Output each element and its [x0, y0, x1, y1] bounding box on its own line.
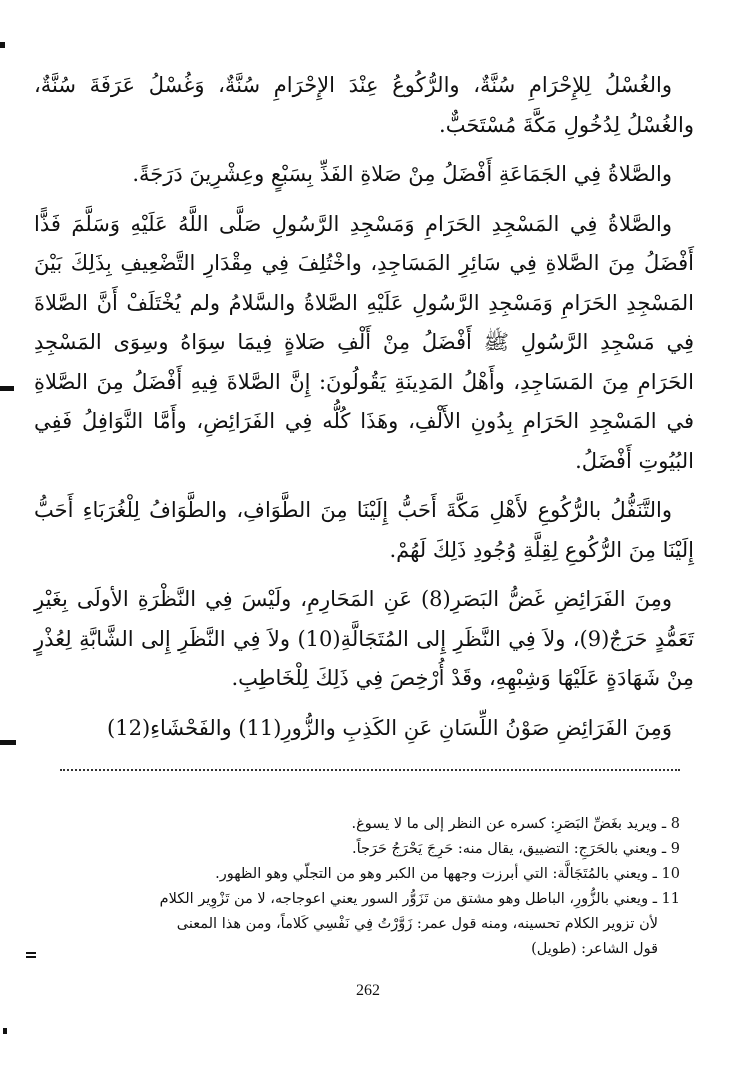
footnote-11-continuation: لأن تزوير الكلام تحسينه، ومنه قول عمر: زَوَّرْتُ فِي نَفْسِي كَلاماً، ومن هذا المعنى — [176, 916, 658, 932]
scan-edge-mark — [0, 740, 16, 745]
paragraph-ghadd-basar: ومِنَ الفَرَائِضِ غَضُّ البَصَرِ(8) عَنِ المَحَارِمِ، ولَيْسَ فِي النَّظْرَةِ الأولَى بِغَيْرِ تَعَمُّدٍ حَرَجٌ(9)، ولاَ فِي النَّظَرِ إِلى المُتَجَالَّةِ(10) ولاَ فِي النَّظَرِ إِلى الشَّابَّةِ لِعُذْرٍ مِنْ شَهَادَةٍ عَلَيْهَا وَشِبْهِهِ، وقَدْ أُرْخِصَ فِي ذَلِكَ لِلْخَاطِبِ. — [34, 587, 694, 690]
page-number: 262 — [356, 982, 380, 999]
footnote-11-continuation-2: قول الشاعر: (طويل) — [531, 941, 658, 957]
footnote-8: 8 ـ ويريد بغَضِّ البَصَرِ: كسره عن النظر إلى ما لا يسوغ. — [351, 816, 680, 832]
scan-edge-mark — [0, 42, 5, 48]
paragraph-masjid: والصَّلاةُ فِي المَسْجِدِ الحَرَامِ وَمَسْجِدِ الرَّسُولِ صَلَّى اللَّهُ عَلَيْهِ وَسَلَّمَ فَذًّا أَفْضَلُ مِنَ الصَّلاةِ فِي سَائِرِ المَسَاجِدِ، واخْتُلِفَ فِي مِقْدَارِ التَّضْعِيفِ بِذَلِكَ بَيْنَ المَسْجِدِ الحَرَامِ وَمَسْجِدِ الرَّسُولِ عَلَيْهِ الصَّلاةُ والسَّلامُ ولم يُخْتَلَفْ أَنَّ الصَّلاةَ فِي مَسْجِدِ الرَّسُولِ ﷺ أَفْضَلُ مِنْ أَلْفِ صَلاةٍ فِيمَا سِوَاهُ وسِوَى المَسْجِدِ الحَرَامِ مِنَ المَسَاجِدِ، وأَهْلُ المَدِينَةِ يَقُولُونَ: إِنَّ الصَّلاةَ فِيهِ أَفْضَلُ مِنَ الصَّلاةِ في المَسْجِدِ الحَرَامِ بِدُونِ الأَلْفِ، وهَذَا كُلُّه فِي الفَرَائِضِ، وأَمَّا النَّوَافِلُ فَفِي البُيُوتِ أَفْضَلُ. — [34, 211, 694, 473]
scan-edge-mark — [3, 1028, 7, 1034]
paragraph-sawn-lisan: وَمِنَ الفَرَائِضِ صَوْنُ اللِّسَانِ عَنِ الكَذِبِ والزُّورِ(11) والفَحْشَاءِ(12) — [107, 715, 672, 740]
footnote-10: 10 ـ ويعني بالمُتَجَالَّة: التي أبرزت وجهها من الكبر وهو من التجلّي وهو الظهور. — [215, 866, 680, 882]
scan-edge-mark — [26, 952, 36, 954]
footnotes — [40, 812, 680, 962]
scan-edge-mark — [0, 386, 14, 391]
footnote-11: 11 ـ ويعني بالزُّورِ، الباطل وهو مشتق من تَزَوُّر السور يعني اعوجاجه، لا من تَزْوِير الكلام — [159, 891, 680, 907]
paragraph-tanaffol: والتَّنَفُّلُ بالرُّكُوعِ لأَهْلِ مَكَّةَ أَحَبُّ إِلَيْنَا مِنَ الطَّوَافِ، والطَّوَافُ لِلْغُرَبَاءِ أَحَبُّ إِلَيْنَا مِنَ الرُّكُوعِ لِقِلَّةِ وُجُودِ ذَلِكَ لَهُمْ. — [34, 498, 694, 562]
paragraph-jamaa: والصَّلاةُ فِي الجَمَاعَةِ أَفْضَلُ مِنْ صَلاةِ الفَذِّ بِسَبْعٍ وعِشْرِينَ دَرَجَةً. — [132, 162, 672, 186]
footnote-separator — [60, 769, 680, 771]
main-text — [34, 66, 694, 758]
paragraph-ghusl: والغُسْلُ لِلإِحْرَامِ سُنَّةٌ، والرُّكُوعُ عِنْدَ الإِحْرَامِ سُنَّةٌ، وَغُسْلُ عَرَفَةَ سُنَّةٌ، والغُسْلُ لِدُخُولِ مَكَّةَ مُسْتَحَبٌّ. — [34, 73, 694, 137]
footnote-9: 9 ـ ويعني بالحَرَجِ: التضييق، يقال منه: حَرِجَ يَحْرَجُ حَرَجاً. — [351, 841, 680, 857]
